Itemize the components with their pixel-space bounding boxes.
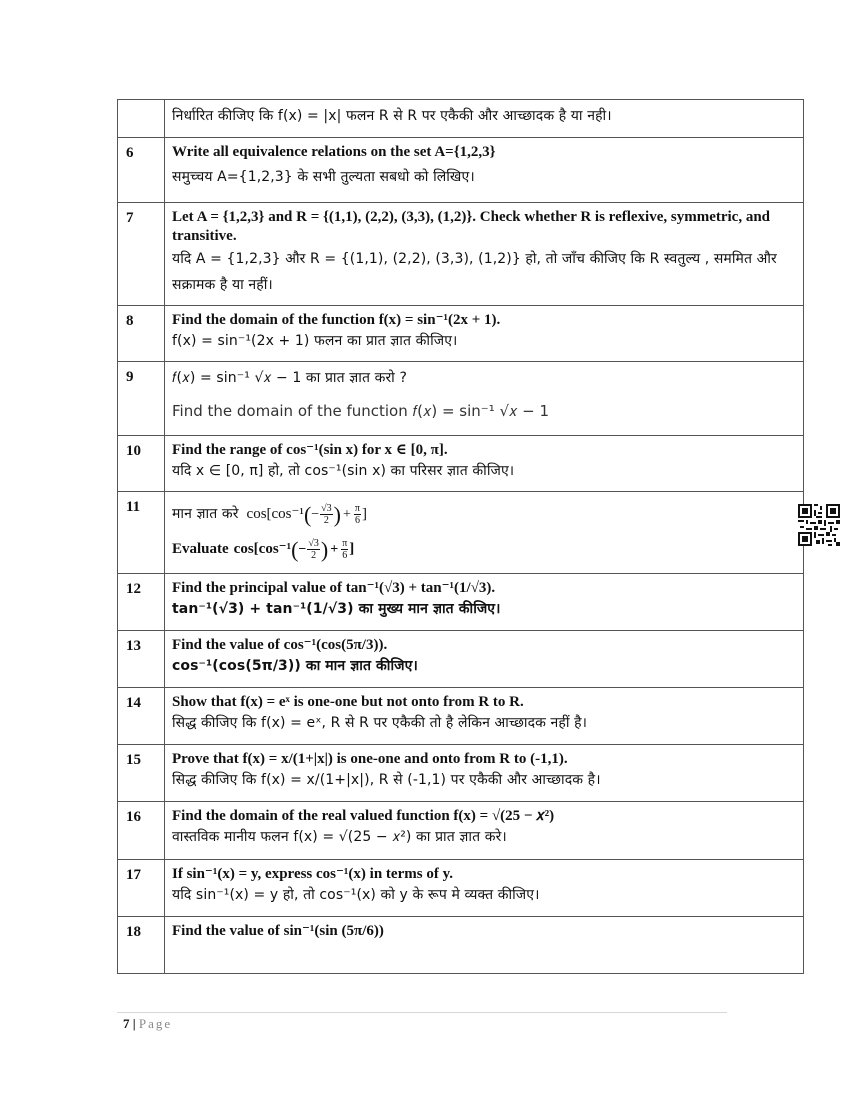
question-text (165, 802, 804, 860)
question-text (165, 745, 804, 802)
question-number (118, 100, 165, 138)
footer-divider (117, 1012, 727, 1013)
math-expression: cos[cos⁻¹ (233, 540, 292, 557)
fraction: $\frac{√3}{2}$ (321, 502, 332, 526)
english-text: Find the domain of the real valued function f(x) = √(25 − 𝑥²) (172, 808, 555, 824)
question-number: 18 (118, 917, 165, 974)
fraction: $\frac{\pi}{6}$ (342, 537, 348, 561)
hindi-text: वास्तविक मानीय फलन f(x) = √(25 − 𝑥²) का प्रात ज्ञात करे। (172, 829, 507, 845)
question-number: 8 (118, 306, 165, 362)
page-number: 7 (123, 1016, 130, 1031)
english-text: Show that f(x) = eˣ is one-one but not onto from R to R. (172, 694, 524, 710)
minus-sign: − (311, 506, 320, 522)
question-number: 15 (118, 745, 165, 802)
english-text: Find the value of cos⁻¹(cos(5π/3)). (172, 637, 388, 653)
hindi-text: सिद्ध कीजिए कि f(x) = eˣ, R से R पर एकैकी तो है लेकिन आच्छादक नहीं है। (172, 715, 588, 731)
plus-sign: + (343, 506, 351, 522)
table-row (118, 802, 804, 860)
question-number: 14 (118, 688, 165, 745)
table-row (118, 138, 804, 203)
table-row (118, 631, 804, 688)
plus-sign: + (330, 541, 339, 557)
table-row (118, 362, 804, 436)
hindi-text: यदि A = {1,2,3} और R = {(1,1), (2,2), (3,3), (1,2)} हो, तो जाँच कीजिए कि R स्वतुल्य , सममित और सक्रामक है या नहीं। (172, 251, 777, 293)
question-number: 12 (118, 574, 165, 631)
question-number: 10 (118, 436, 165, 492)
left-paren: ( (303, 501, 312, 527)
page-label: Page (138, 1016, 173, 1031)
table-row (118, 100, 804, 138)
question-number: 16 (118, 802, 165, 860)
right-paren: ) (333, 501, 341, 527)
close-bracket: ] (349, 540, 355, 557)
question-text (165, 688, 804, 745)
table-row (118, 306, 804, 362)
english-text: Evaluate (172, 540, 229, 557)
hindi-text: यदि sin⁻¹(x) = y हो, तो cos⁻¹(x) को y के रूप मे व्यक्त कीजिए। (172, 887, 540, 903)
table-row (118, 574, 804, 631)
question-table (117, 99, 804, 974)
question-number: 9 (118, 362, 165, 436)
question-text (165, 574, 804, 631)
english-text: Find the domain of the function 𝑓(𝑥) = sin⁻¹ √𝑥 − 1 (172, 402, 550, 420)
question-text (165, 860, 804, 917)
question-text (165, 100, 804, 138)
english-text: Find the range of cos⁻¹(sin x) for x ∈ [0, π]. (172, 442, 448, 458)
hindi-expression (172, 497, 797, 531)
english-text: Find the domain of the function f(x) = sin⁻¹(2x + 1). (172, 312, 501, 328)
question-text (165, 362, 804, 436)
hindi-text: मान ज्ञात करे (172, 505, 239, 522)
table-row (118, 436, 804, 492)
table-row (118, 688, 804, 745)
question-text (165, 436, 804, 492)
fraction: $\frac{√3}{2}$ (308, 537, 319, 561)
right-paren: ) (320, 536, 329, 562)
english-text: Let A = {1,2,3} and R = {(1,1), (2,2), (3,3), (1,2)}. Check whether R is reflexive, symmetric, and transitive. (172, 209, 771, 244)
hindi-text: cos⁻¹(cos(5π/3)) का मान ज्ञात कीजिए। (172, 658, 418, 674)
table-row (118, 203, 804, 306)
page-footer (123, 1016, 172, 1032)
question-text (165, 306, 804, 362)
question-number: 6 (118, 138, 165, 203)
left-paren: ( (291, 536, 299, 562)
hindi-text: f(x) = sin⁻¹(2x + 1) फलन का प्रात ज्ञात कीजिए। (172, 333, 458, 349)
english-text: Write all equivalence relations on the set A={1,2,3} (172, 144, 496, 160)
english-text: Prove that f(x) = x/(1+|x|) is one-one and onto from R to (-1,1). (172, 751, 568, 767)
question-text (165, 492, 804, 574)
table-row (118, 745, 804, 802)
table-row (118, 860, 804, 917)
question-text (165, 917, 804, 974)
hindi-text: सिद्ध कीजिए कि f(x) = x/(1+|x|), R से (-1,1) पर एकैकी और आच्छादक है। (172, 772, 601, 788)
table-row (118, 917, 804, 974)
question-number: 11 (118, 492, 165, 574)
fraction: $\frac{\pi}{6}$ (354, 502, 360, 526)
footer-separator: | (132, 1016, 136, 1031)
question-text (165, 203, 804, 306)
english-text: Find the principal value of tan⁻¹(√3) + tan⁻¹(1/√3). (172, 580, 496, 596)
english-text: Find the value of sin⁻¹(sin (5π/6)) (172, 923, 384, 939)
close-bracket: ] (361, 505, 367, 522)
question-number: 7 (118, 203, 165, 306)
hindi-text: यदि x ∈ [0, π] हो, तो cos⁻¹(sin x) का परिसर ज्ञात कीजिए। (172, 463, 515, 479)
question-number: 17 (118, 860, 165, 917)
qr-code-icon (798, 504, 840, 546)
question-text (165, 138, 804, 203)
minus-sign: − (298, 541, 307, 557)
question-text (165, 631, 804, 688)
english-text: If sin⁻¹(x) = y, express cos⁻¹(x) in terms of y. (172, 866, 453, 882)
hindi-text: समुच्चय A={1,2,3} के सभी तुल्यता सबधो को लिखिए। (172, 169, 475, 185)
question-number: 13 (118, 631, 165, 688)
table-row (118, 492, 804, 574)
hindi-text: निर्धारित कीजिए कि f(x) = |x| फलन R से R पर एकैकी और आच्छादक है या नही। (172, 108, 612, 124)
hindi-text: 𝑓(𝑥) = sin⁻¹ √𝑥 − 1 का प्रात ज्ञात करो ? (172, 370, 407, 386)
hindi-text: tan⁻¹(√3) + tan⁻¹(1/√3) का मुख्य मान ज्ञात कीजिए। (172, 601, 501, 617)
english-expression (172, 531, 797, 567)
math-expression: cos[cos⁻¹ (246, 505, 304, 522)
